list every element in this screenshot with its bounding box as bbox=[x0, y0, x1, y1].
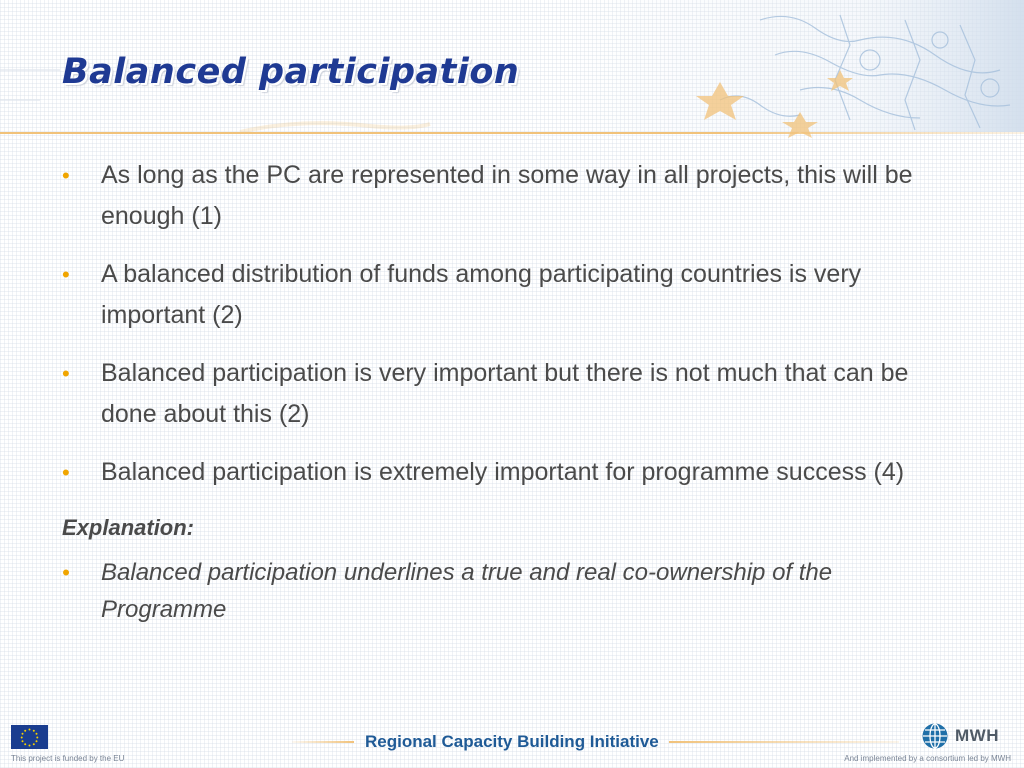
bullet-icon: • bbox=[62, 163, 70, 188]
title-divider bbox=[0, 132, 1024, 134]
bullet-icon: • bbox=[62, 560, 70, 585]
bullet-text: As long as the PC are represented in some way in all projects, this will be enough (1) bbox=[101, 161, 913, 230]
bullet-icon: • bbox=[62, 460, 70, 485]
implemented-by-text: And implemented by a consortium led by MWH bbox=[844, 754, 1011, 763]
footer-line-right bbox=[669, 741, 899, 743]
initiative-title: Regional Capacity Building Initiative bbox=[365, 732, 659, 751]
slide-content bbox=[62, 155, 962, 645]
footer-line-left bbox=[292, 741, 354, 743]
bullet-icon: • bbox=[62, 361, 70, 386]
bullet-text: Balanced participation is extremely important for programme success (4) bbox=[101, 458, 905, 486]
bullet-item bbox=[62, 155, 962, 237]
slide-title: Balanced participation bbox=[62, 52, 520, 92]
bullet-text: A balanced distribution of funds among participating countries is very important (2) bbox=[101, 260, 862, 329]
explanation-item bbox=[62, 554, 962, 628]
bullet-text: Balanced participation is very important but there is not much that can be done about this (2) bbox=[101, 359, 909, 428]
bullet-item bbox=[62, 452, 962, 493]
bullet-item bbox=[62, 254, 962, 336]
explanation-text: Balanced participation underlines a true and real co-ownership of the Programme bbox=[101, 559, 833, 623]
bullet-icon: • bbox=[62, 262, 70, 287]
mwh-logo-text: MWH bbox=[955, 726, 999, 745]
explanation-heading: Explanation: bbox=[62, 515, 195, 540]
bullet-item bbox=[62, 353, 962, 435]
eu-flag-icon bbox=[11, 725, 48, 749]
bullet-list bbox=[62, 155, 962, 493]
funded-by-eu-text: This project is funded by the EU bbox=[11, 754, 125, 763]
explanation-list bbox=[62, 554, 962, 628]
